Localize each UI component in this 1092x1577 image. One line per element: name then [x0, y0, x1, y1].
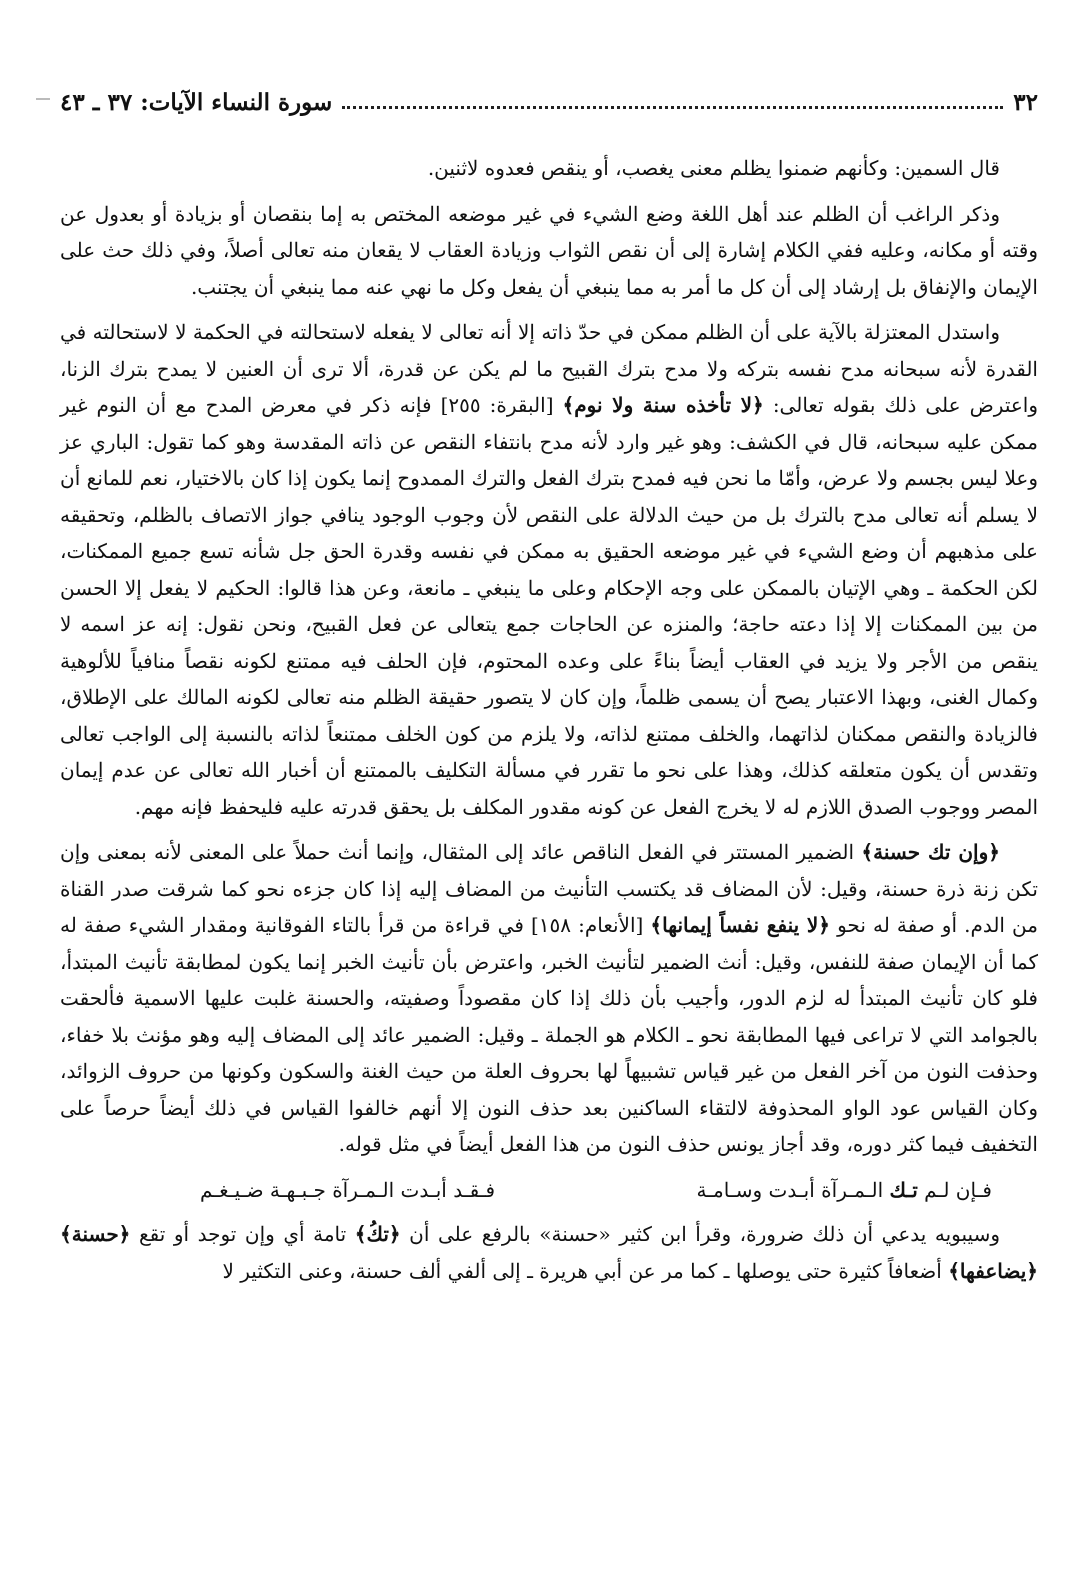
quran-quote: ﴿وإن تك حسنة﴾: [861, 840, 1000, 864]
header-leader-dots: [342, 106, 1003, 109]
paragraph-3-text-a: واستدل المعتزلة بالآية على أن الظلم ممكن في حدّ ذاته إلا أنه تعالى لا يفعله لاستحالته في الحكمة لا لاستحالته في القدرة لأنه سبحانه مدح نفسه بتركه ولا مدح بترك القبيح ما لم يكن عن قدرة، ألا ترى أن العنين لا يمدح بترك الزنا، واعترض على ذلك بقوله تعالى:: [60, 320, 1039, 417]
verse-a-part1: فـإن لـم: [924, 1177, 992, 1202]
paragraph-3-text-b: [البقرة: ٢٥٥] فإنه ذكر في معرض المدح مع أن النوم غير ممكن عليه سبحانه، قال في الكشف: وهو غير وارد لأنه مدح بانتفاء النقص عن ذاته المقدسة وهو كما تقول: الباري عز وعلا ليس بجسم ولا عرض، وأمّا ما نحن فيه فمدح بترك الفعل والترك الممدوح إنما يكون إذا كان بالاختيار، نعم للمانع أن لا يسلم أنه تعالى مدح بالترك بل من حيث الدلالة على النقص لأن وجوب الوجود ينافي جواز الاتصاف بالظلم، وتحقيقه على مذهبهم أن وضع الشيء في غير موضعه الحقيق به ممكن في نفسه وقدرة الحق جل شأنه تسع جميع الممكنات، لكن الحكمة ـ وهي الإتيان بالممكن على وجه الإحكام وعلى ما ينبغي ـ مانعة، وعن هذا قالوا: الحكيم لا يفعل إلا الحسن من بين الممكنات إلا إذا دعته حاجة؛ والمنزه عن الحاجات جمع يتعالى عن فعل القبيح، ونحن نقول: إنه عز اسمه لا ينقص من الأجر ولا يزيد في العقاب أيضاً بناءً على وعده المحتوم، فإن الحلف فيه ممتنع لكونه نقصاً منافياً للألوهية وكمال الغنى، وبهذا الاعتبار يصح أن يسمى ظلماً، وإن كان لا يتصور حقيقة الظلم منه تعالى لكونه المالك على الإطلاق، فالزيادة والنقص ممكنان لذاتهما، والخلف ممتنع لذاته، ولا يلزم من كون الخلف ممتنعاً لذاته بالنسبة إلى الواجب تعالى وتقدس أن يكون متعلقه كذلك، وهذا على نحو ما تقرر في مسألة التكليف بالممتنع أن أخبار الله تعالى عن عدم إيمان المصر ووجوب الصدق اللازم له لا يخرج الفعل عن كونه مقدور المكلف بل يحقق قدرته عليه فليحفظ فإنه مهم.: [60, 393, 1039, 819]
margin-mark: [36, 98, 50, 100]
paragraph-3: [60, 314, 1038, 825]
quran-quote: ﴿يضاعفها﴾: [948, 1258, 1038, 1283]
page-body: [60, 150, 1038, 1298]
paragraph-2: [60, 196, 1038, 306]
quran-quote: ﴿لا تأخذه سنة ولا نوم﴾: [562, 393, 764, 417]
paragraph-1: [60, 150, 1038, 187]
verse-second-hemistich: فـقـد أبـدت الـمـرآة جـبـهـة ضـيـغـم: [200, 1177, 496, 1202]
verse-a-part2: الـمـرآة أبـدت وسـامـة: [696, 1177, 884, 1202]
quran-quote: ﴿حسنة﴾: [60, 1222, 131, 1246]
verse-a-bold: تـك: [889, 1177, 918, 1202]
running-title: سورة النساء الآيات: ٣٧ ـ ٤٣: [60, 88, 333, 116]
quran-quote: ﴿تكُ﴾: [354, 1222, 401, 1246]
quran-quote: ﴿لا ينفع نفساً إيمانها﴾: [650, 913, 830, 937]
paragraph-2-text: وذكر الراغب أن الظلم عند أهل اللغة وضع الشيء في غير موضعه المختص به إما بنقصان أو بزيادة أو بعدول عن وقته أو مكانه، وعليه ففي الكلام إشارة إلى أن نقص الثواب وزيادة العقاب لا يقعان منه تعالى أصلاً، وفي ذلك حث على الإيمان والإنفاق بل إرشاد إلى أن كل ما أمر به مما ينبغي أن يفعل وكل ما نهي عنه مما ينبغي أن يجتنب.: [60, 201, 1038, 299]
paragraph-5-text-c: أضعافاً كثيرة حتى يوصلها ـ كما مر عن أبي هريرة ـ إلى ألفي ألف حسنة، وعنى التكثير لا: [222, 1258, 942, 1283]
paragraph-1-text: قال السمين: وكأنهم ضمنوا يظلم معنى يغصب، أو ينقص فعدوه لاثنين.: [427, 156, 1000, 180]
paragraph-4-text-b: [الأنعام: ١٥٨] في قراءة من قرأ بالتاء الفوقانية ومقدار الشيء صفة له كما أن الإيمان صفة للنفس، وقيل: أنث الضمير لتأنيث الخبر، واعترض بأن تأنيث الخبر إنما يكون لمطابقة تأنيث المبتدأ، فلو كان تأنيث المبتدأ له لزم الدور، وأجيب بأن ذلك إذا كان مقصوداً وصفيته، والحسنة غلبت عليها الاسمية فألحقت بالجوامد التي لا تراعى فيها المطابقة نحو ـ الكلام هو الجملة ـ وقيل: الضمير عائد إلى المضاف إليه وهو مؤنث بلا خفاء، وحذفت النون من آخر الفعل من غير قياس تشبيهاً لها بحروف العلة من حيث الغنة والسكون وكونها من حروف الزوائد، وكان القياس عود الواو المحذوفة لالتقاء الساكنين بعد حذف النون إلا أنهم خالفوا القياس في ذلك أيضاً حرصاً على التخفيف فيما كثر دوره، وقد أجاز يونس حذف النون من هذا الفعل أيضاً في مثل قوله.: [60, 913, 1038, 1156]
page-number: ٣٢: [1013, 88, 1038, 116]
paragraph-5: [60, 1216, 1038, 1289]
paragraph-5-text-b: تامة أي وإن توجد أو تقع: [138, 1222, 347, 1246]
paragraph-4: [60, 834, 1038, 1163]
verse-first-hemistich: [696, 1172, 992, 1209]
paragraph-4-text-a: الضمير المستتر في الفعل الناقص عائد إلى المثقال، وإنما أنث حملاً على المعنى لأنه بمعنى وإن تكن زنة ذرة حسنة، وقيل: لأن المضاف قد يكتسب التأنيث من المضاف إليه إذا كان جزءه نحو كما شرقت صدر القناة من الدم. أو صفة له نحو: [60, 840, 1038, 937]
paragraph-5-text-a: وسيبويه يدعي أن ذلك ضرورة، وقرأ ابن كثير «حسنة» بالرفع على أن: [409, 1222, 1000, 1246]
poetry-verse: [60, 1172, 1038, 1209]
page-header: [60, 82, 1038, 122]
